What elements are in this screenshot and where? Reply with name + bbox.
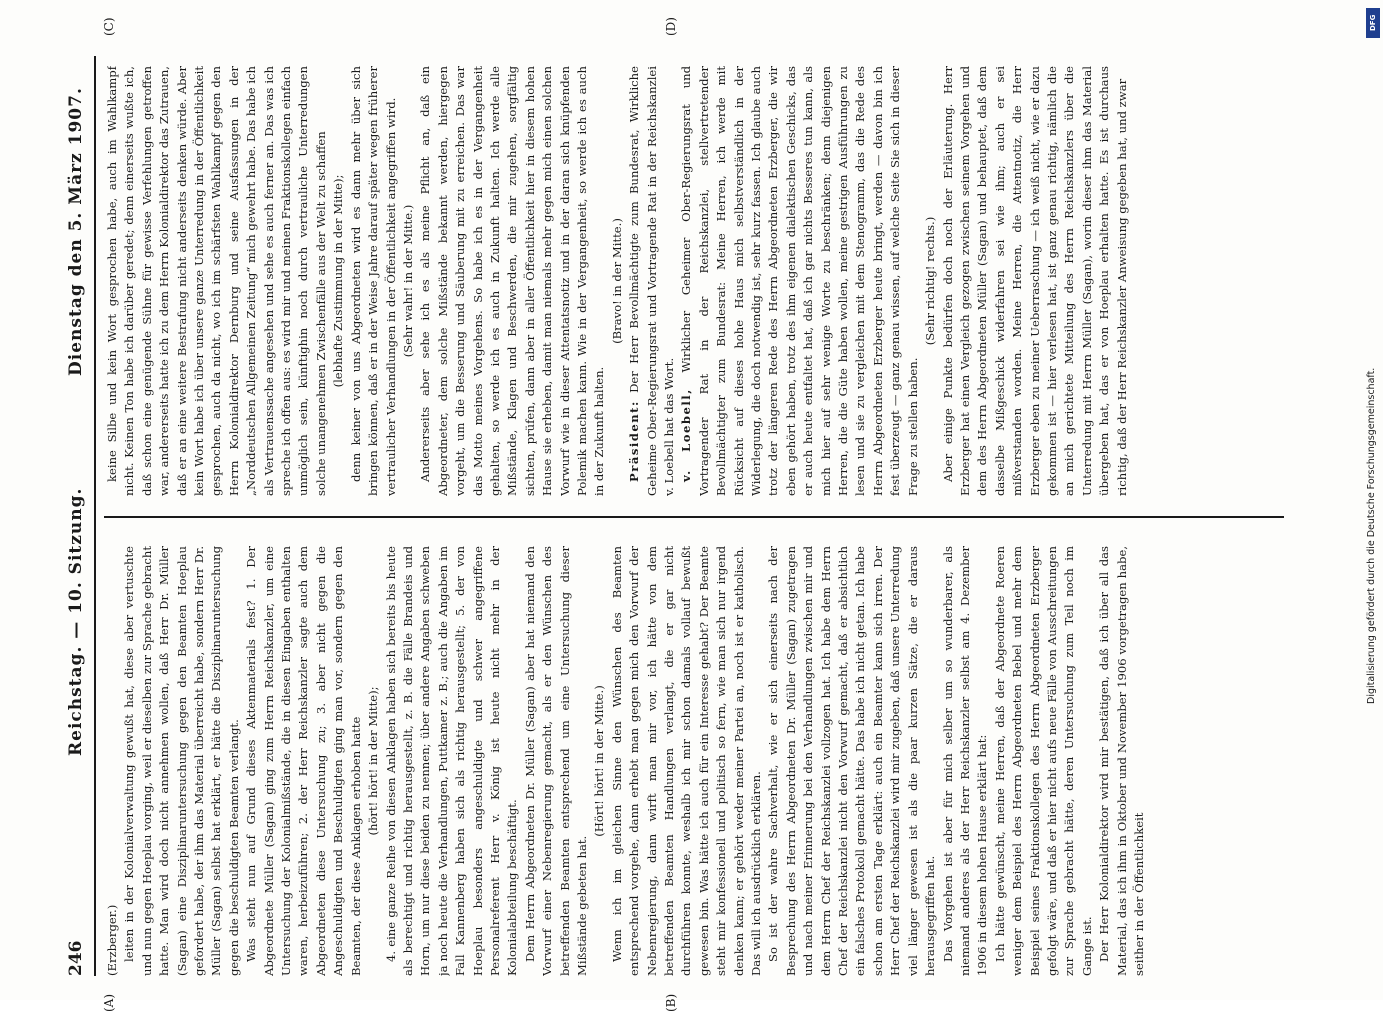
page-number: 246 (66, 940, 86, 976)
right-column (104, 66, 1284, 496)
page-header (64, 56, 88, 976)
body-paragraph: So ist der wahre Sachverhalt, wie er sich einerseits nach der Besprechung des Herrn Abgeordneten Dr. Müller (Sagan) zugetragen und nach meiner Erinnerung bei den Verhandlungen zwischen mir und dem Herrn Chef der Reichskanzlei vollzogen hat. Ich habe dem Herrn Chef der Reichskanzlei nicht den Vorwurf gemacht, daß er absichtlich ein falsches Protokoll gemacht hätte. Das habe ich nicht getan. Ich habe schon am ersten Tage erklärt: auch ein Beamter kann sich irren. Der Herr Chef der Reichskanzlei wird mir zugeben, daß unsere Unterredung viel länger gewesen ist als die paar kurzen Sätze, die er daraus herausgegriffen hat. (766, 546, 938, 976)
body-paragraph: Aber einige Punkte bedürfen doch noch der Erläuterung. Herr Erzberger hat einen Vergleich gezogen zwischen seinem Vorgehen und dem des Herrn Abgeordneten Müller (Sagan) und behauptet, daß dem dasselbe Mißgeschick widerfahren sei wie ihm; auch er sei mißverstanden worden. Meine Herren, die Attentnotiz, die Herr Erzberger eben zu meiner Ueberraschung — ich weiß nicht, wie er dazu gekommen ist — hier verlesen hat, ist ganz genau richtig, nämlich die an mich gerichtete Mitteilung des Herrn Reichskanzlers über die Unterredung mit Herrn Müller (Sagan), worin dieser ihm das Material übergeben hat, das er von Hoeplau erhalten hatte. Es ist durchaus richtig, daß der Herr Reichskanzler Anweisung gegeben hat, und zwar (940, 66, 1129, 496)
speech-paragraph (678, 66, 922, 496)
body-paragraph: leiten in der Kolonialverwaltung gewußt hat, diese aber vertuschte und nun gegen Hoeplau vorging, weil er dieselben zur Sprache gebracht hatte. Man wird doch nicht annehmen wollen, daß Herr Dr. Müller (Sagan) eine Disziplinaruntersuchung gegen den Beamten Hoeplau gefordert habe, der ihm das Material überreicht habe, sondern Herr Dr. Müller (Sagan) selbst hat erklärt, er hätte die Disziplinaruntersuchung gegen die beschuldigten Beamten verlangt. (122, 546, 241, 976)
speech-paragraph (626, 66, 678, 496)
body-paragraph: keine Silbe und kein Wort gesprochen habe, auch im Wahlkampf nicht. Keinen Ton habe ich darüber geredet; denn einerseits wußte ich, daß schon eine genügende Sühne für gewisse Verfehlungen getroffen war, andererseits hatte ich zu dem Herrn Kolonialdirektor das Zutrauen, daß er an eine weitere Bestrafung nicht anderseits denken würde. Aber kein Wort habe ich über unsere ganze Unterredung in der Öffentlichkeit gesprochen, auch da nicht, wo ich im schärfsten Wahlkampf gegen den Herrn Kolonialdirektor Dernburg und seine Ausfassungen in der „Norddeutschen Allgemeinen Zeitung“ mich gewehrt habe. Das habe ich als Vertrauenssache angesehen und sehe es auch ferner an. Das was ich spreche ich offen aus: es wird mir und meinen Fraktionskollegen einfach unmöglich sein, künftighin noch durch vertrauliche Unterredungen solche unangenehmen Zwischenfälle aus der Welt zu schaffen (105, 66, 328, 496)
session-date: Dienstag den 5. März 1907. (66, 87, 86, 376)
interjection: (Hört! hört! in der Mitte.) (592, 685, 607, 837)
body-paragraph: Der Herr Kolonialdirektor wird mir bestätigen, daß ich über all das Material, das ich ihm in Oktober und November 1906 vorgetragen habe, seither in der Öffentlichkeit (1097, 546, 1146, 976)
interjection: (hört! hört! in der Mitte); (366, 686, 381, 836)
speaker-name: Präsident: (627, 400, 642, 482)
interjection: (Sehr richtig! rechts.) (923, 216, 938, 346)
interjection: (lebhafte Zustimmung in der Mitte); (331, 174, 346, 388)
session-title: Reichstag. — 10. Sitzung. (66, 487, 86, 756)
speech-text: Wirklicher Geheimer Ober-Regierungsrat und Vortragender Rat in der Reichskanzlei, stellvertretender Bevollmächtigter zum Bundesrat: Meine Herren, ich werde mit Rücksicht auf dieses hohe Haus mich selbstverständlich in der Widerlegung, die doch notwendig ist, sehr kurz fassen. Ich glaube auch trotz der längeren Rede des Herrn Abgeordneten Erzberger, die wir eben gehört haben, trotz des ihm eigenen dialektischen Geschicks, das er auch heute entfaltet hat, daß ich gar nichts Besseres tun kann, als mich hier auf sehr wenige Worte zu beschränken; denn diejenigen Herren, die die Güte haben wollen, meine gestrigen Ausführungen zu lesen und sie zu vergleichen mit dem Stenogramm, das die Rede des Herrn Abgeordneten Erzberger heute bringt, werden — davon bin ich fest überzeugt — ganz genau wissen, auf welche Seite Sie sich in dieser Frage zu stellen haben. (679, 66, 920, 496)
body-paragraph: Andererseits aber sehe ich es als meine Pflicht an, daß ein Abgeordneter, dem solche Mißstände bekannt werden, hiergegen vorgeht, um die Besserung und Säuberung mit zu erreichen. Das war das Motto meines Vorgehens. So habe ich es in der Vergangenheit gehalten, so werde ich es auch in Zukunft halten. Ich werde alle Mißstände, Klagen und Beschwerden, die mir zugehen, sorgfältig sichten, prüfen, dann aber in aller Öffentlichkeit hier in diesem hohen Hause sie erheben, damit man niemals mehr gegen mich einen solchen Vorwurf wie in dieser Attentatsnotiz und in der daran sich knüpfenden Polemik machen kann. Wie in der Vergangenheit, so werde ich es auch in der Zukunft halten. (418, 66, 607, 496)
interjection: (Sehr wahr! in der Mitte.) (400, 204, 415, 358)
margin-marker-d: (D) (664, 17, 678, 36)
margin-marker-b: (B) (664, 993, 678, 1012)
body-paragraph: Ich hätte gewünscht, meine Herren, daß der Abgeordnete Roeren weniger dem Beispiel des Herrn Abgeordneten Bebel und mehr dem Beispiel seines Fraktionskollegen des Herrn Abgeordneten Erzberger gefolgt wäre, und daß er hier nicht aufs neue Fälle von Ausschreitungen zur Sprache gebracht hätte, deren Untersuchung zum Teil noch im Gange ist. (992, 546, 1094, 976)
margin-marker-a: (A) (102, 993, 116, 1012)
body-paragraph: 4. eine ganze Reihe von diesen Anklagen haben sich bereits bis heute als berechtigt und richtig herausgestellt, z. B. die Fälle Brandeis und Horn, um nur diese beiden zu nennen; über andere Angaben schweben ja noch heute die Verhandlungen, Puttkamer z. B.; auch die Angaben im Fall Kannenberg haben sich als richtig herausgestellt; 5. der von Hoeplau besonders angeschuldigte und schwer angegriffene Personalreferent Herr v. König ist heute nicht mehr in der Kolonialabteilung beschäftigt. (383, 546, 520, 976)
margin-marker-c: (C) (102, 17, 116, 36)
dfg-logo: DFG (1366, 8, 1380, 38)
speech-text: Der Herr Bevollmächtigte zum Bundesrat, Wirkliche Geheime Ober-Regierungsrat und Vortragende Rat in der Reichskanzlei v. Loebell hat das Wort. (627, 66, 676, 496)
speaker-name: v. Loebell, (679, 388, 694, 482)
header-rule (94, 56, 96, 976)
column-divider (104, 517, 1284, 519)
body-paragraph: denn keiner von uns Abgeordneten wird es dann mehr über sich bringen können, daß er in der Weise Jahre darauf später wegen früherer vertraulicher Verhandlungen in der Öffentlichkeit angegriffen wird. (348, 66, 398, 496)
body-paragraph: Was steht nun auf Grund dieses Aktenmaterials fest? 1. Der Abgeordnete Müller (Sagan) ging zum Herrn Reichskanzler, um eine Untersuchung der Kolonialmißstände, die in diesen Eingaben enthalten waren, herbeizuführen; 2. der Herr Reichskanzler sagte auch dem Abgeordneten diese Untersuchung zu; 3. aber nicht gegen die Angeschuldigten und Beschuldigten ging man vor, sondern gegen den Beamten, der diese Anklagen erhoben hatte (244, 546, 363, 976)
left-column (104, 546, 1284, 976)
rotated-page-content (64, 17, 1304, 1012)
speaker-name: (Erzberger.) (105, 904, 119, 976)
body-paragraph: Wenn ich im gleichen Sinne den Wünschen des Beamten entsprechend vorgehe, dann erhebt man gegen mich den Vorwurf der Nebenregierung, dann wirft man mir vor, ich hätte von dem betreffenden Beamten Handlungen verlangt, die er gar nicht durchführen konnte, weshalb ich mir schon damals vollauf bewußt gewesen bin. Was hätte ich auch für ein Interesse gehabt? Der Beamte steht mir konfessionell und politisch so fern, wie man sich nur irgend denken kann; er gehört weder meiner Partei an, noch ist er katholisch. Das will ich ausdrücklich erklären. (609, 546, 764, 976)
interjection: (Bravo! in der Mitte.) (609, 218, 624, 344)
digitization-credit: Digitalisierung gefördert durch die Deutsche Forschungsgemeinschaft. (1366, 367, 1377, 704)
body-paragraph: Das Vorgehen ist aber für mich selber um so wunderbarer, als niemand anderes als der Herr Reichskanzler selbst am 4. Dezember 1906 in diesem hohen Hause erklärt hat: (940, 546, 990, 976)
body-paragraph: Dem Herrn Abgeordneten Dr. Müller (Sagan) aber hat niemand den Vorwurf einer Nebenregierung gemacht, als er den Wünschen des betreffenden Beamten entsprechend um eine Untersuchung dieser Mißstände gebeten hat. (522, 546, 589, 976)
